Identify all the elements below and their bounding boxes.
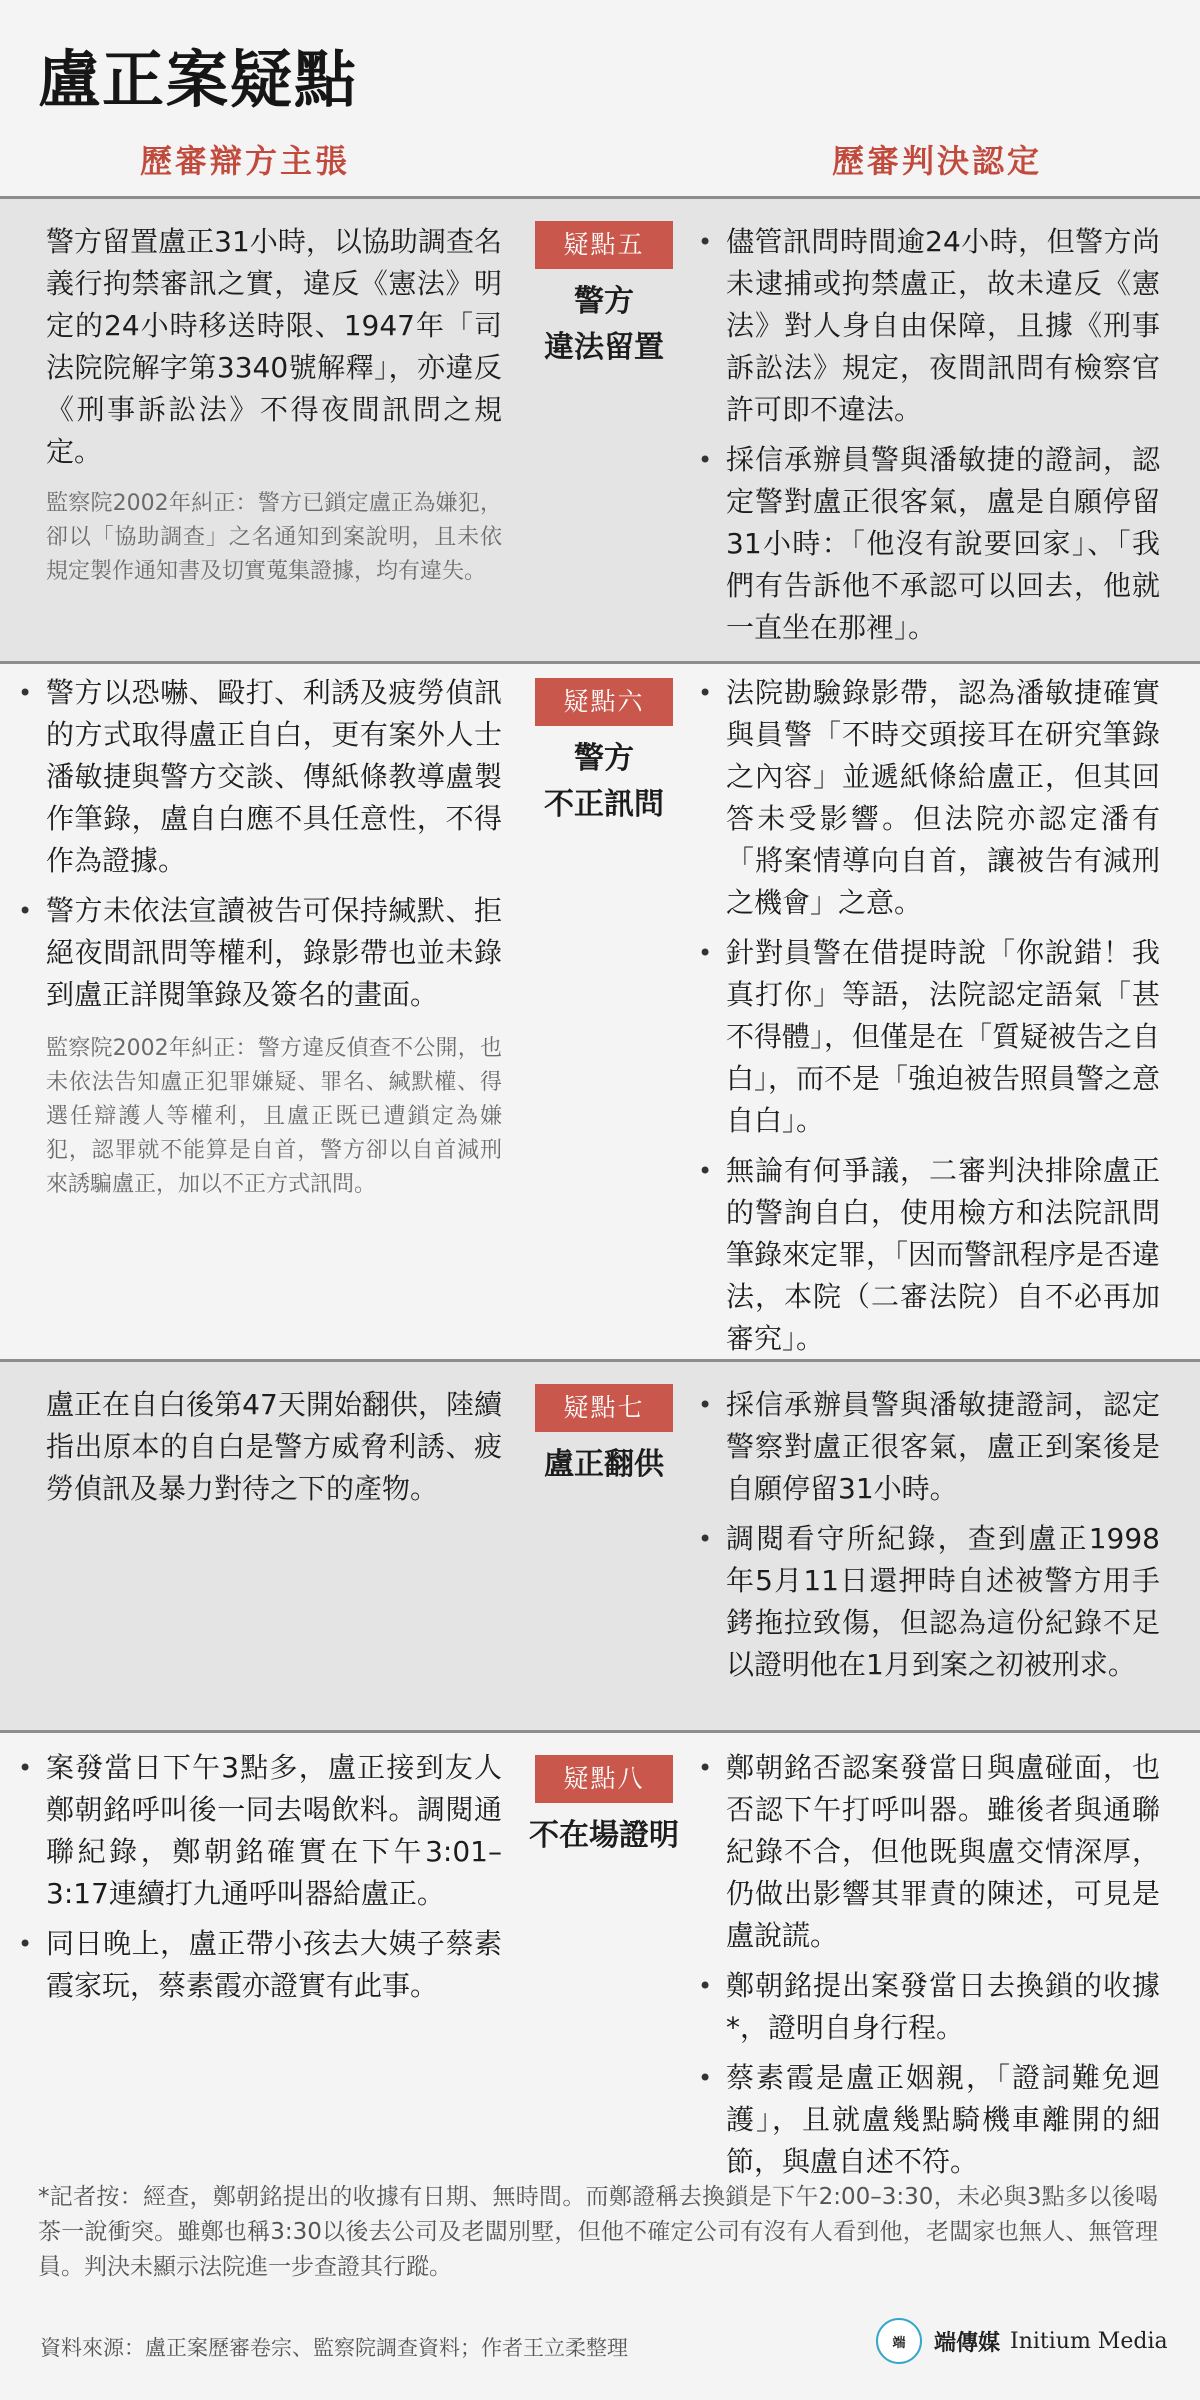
doubt-title bbox=[520, 279, 688, 371]
doubt-title bbox=[520, 736, 688, 828]
doubt-tag: 疑點七 bbox=[535, 1384, 673, 1432]
page-title: 盧正案疑點 bbox=[38, 43, 359, 116]
verdict-column bbox=[726, 672, 1160, 1368]
control-yuan-note: 監察院2002年糾正：警方違反偵查不公開，也未依法告知盧正犯罪嫌疑、罪名、緘默權、得選任辯護人等權利，且盧正既已遭鎖定為嫌犯，認罪就不能算是自首，警方卻以自首減刑來誘騙盧正，加以不正方式訊問。 bbox=[46, 1036, 502, 1197]
source-credit: 資料來源：盧正案歷審卷宗、監察院調查資料；作者王立柔整理 bbox=[40, 2336, 628, 2360]
control-yuan-note: 監察院2002年糾正：警方已鎖定盧正為嫌犯，卻以「協助調查」之名通知到案說明，且未依規定製作通知書及切實蒐集證據，均有違失。 bbox=[46, 491, 502, 584]
verdict-item: • 儘管訊問時間逾24小時，但警方尚未逮捕或拘禁盧正，故未違反《憲法》對人身自由保障，且據《刑事訴訟法》規定，夜間訊問有檢察官許可即不違法。 bbox=[726, 221, 1160, 431]
doubt-title bbox=[520, 1813, 688, 1859]
doubt-tag: 疑點五 bbox=[535, 221, 673, 269]
doubt-label bbox=[520, 678, 688, 828]
defense-column bbox=[46, 221, 502, 589]
verdict-item: • 針對員警在借提時說「你說錯！我真打你」等語，法院認定語氣「甚不得體」，但僅是在「質疑被告之自白」，而不是「強迫被告照員警之意自白」。 bbox=[726, 932, 1160, 1142]
doubt-title-line: 不在場證明 bbox=[529, 1818, 679, 1853]
verdict-item: • 調閱看守所紀錄，查到盧正1998年5月11日還押時自述被警方用手銬拖拉致傷，但認為這份紀錄不足以證明他在1月到案之初被刑求。 bbox=[726, 1518, 1160, 1686]
verdict-item: • 鄭朝銘提出案發當日去換鎖的收據*，證明自身行程。 bbox=[726, 1965, 1160, 2049]
section-doubt-5 bbox=[0, 199, 1200, 661]
initium-logo[interactable] bbox=[876, 2316, 1168, 2366]
doubt-label bbox=[520, 1755, 688, 1859]
doubt-label bbox=[520, 1384, 688, 1488]
defense-column bbox=[46, 672, 502, 1202]
defense-column bbox=[46, 1384, 502, 1510]
doubt-title bbox=[520, 1442, 688, 1488]
doubt-tag: 疑點六 bbox=[535, 678, 673, 726]
verdict-item: • 無論有何爭議，二審判決排除盧正的警詢自白，使用檢方和法院訊問筆錄來定罪，「因而警訊程序是否違法，本院（二審法院）自不必再加審究」。 bbox=[726, 1150, 1160, 1360]
defense-column bbox=[46, 1747, 502, 2015]
verdict-item: • 法院勘驗錄影帶，認為潘敏捷確實與員警「不時交頭接耳在研究筆錄之內容」並遞紙條給盧正，但其回答未受影響。但法院亦認定潘有「將案情導向自首，讓被告有減刑之機會」之意。 bbox=[726, 672, 1160, 924]
header-verdict: 歷審判決認定 bbox=[832, 142, 1043, 180]
verdict-column bbox=[726, 1747, 1160, 2191]
logo-english-name: Initium Media bbox=[1010, 2328, 1168, 2354]
doubt-title-line: 盧正翻供 bbox=[544, 1447, 664, 1482]
verdict-column bbox=[726, 1384, 1160, 1694]
doubt-label bbox=[520, 221, 688, 371]
logo-chinese-name: 端傳媒 bbox=[934, 2329, 1001, 2356]
initium-logo-icon bbox=[876, 2318, 922, 2364]
doubt-title-line: 警方 bbox=[574, 284, 634, 319]
doubt-title-line: 警方 bbox=[574, 741, 634, 776]
reporter-footnote: *記者按：經查，鄭朝銘提出的收據有日期、無時間。而鄭證稱去換鎖是下午2:00–3:30，未必與3點多以後喝茶一說衝突。雖鄭也稱3:30以後去公司及老闆別墅，但他不確定公司有沒有人看到他，老闆家也無人、無管理員。判決未顯示法院進一步查證其行蹤。 bbox=[38, 2184, 1158, 2280]
doubt-title-line: 不正訊問 bbox=[544, 787, 664, 822]
verdict-item: • 採信承辦員警與潘敏捷的證詞，認定警對盧正很客氣，盧是自願停留31小時：「他沒有說要回家」、「我們有告訴他不承認可以回去，他就一直坐在那裡」。 bbox=[726, 439, 1160, 649]
section-doubt-8 bbox=[0, 1733, 1200, 2178]
defense-item: • 案發當日下午3點多，盧正接到友人鄭朝銘呼叫後一同去喝飲料。調閱通聯紀錄，鄭朝銘確實在下午3:01–3:17連續打九通呼叫器給盧正。 bbox=[46, 1747, 502, 1915]
verdict-column bbox=[726, 221, 1160, 657]
doubt-tag: 疑點八 bbox=[535, 1755, 673, 1803]
verdict-item: • 蔡素霞是盧正姻親，「證詞難免迴護」，且就盧幾點騎機車離開的細節，與盧自述不符。 bbox=[726, 2057, 1160, 2183]
defense-item: • 同日晚上，盧正帶小孩去大姨子蔡素霞家玩，蔡素霞亦證實有此事。 bbox=[46, 1923, 502, 2007]
defense-item: • 警方未依法宣讀被告可保持緘默、拒絕夜間訊問等權利，錄影帶也並未錄到盧正詳閱筆錄及簽名的畫面。 bbox=[46, 890, 502, 1016]
verdict-item: • 鄭朝銘否認案發當日與盧碰面，也否認下午打呼叫器。雖後者與通聯紀錄不合，但他既與盧交情深厚，仍做出影響其罪責的陳述，可見是盧說謊。 bbox=[726, 1747, 1160, 1957]
header-defense: 歷審辯方主張 bbox=[140, 142, 351, 180]
doubt-title-line: 違法留置 bbox=[544, 330, 664, 365]
defense-paragraph: 盧正在自白後第47天開始翻供，陸續指出原本的自白是警方威脅利誘、疲勞偵訊及暴力對待之下的產物。 bbox=[46, 1388, 502, 1505]
verdict-item: • 採信承辦員警與潘敏捷證詞，認定警察對盧正很客氣，盧正到案後是自願停留31小時。 bbox=[726, 1384, 1160, 1510]
section-doubt-6 bbox=[0, 664, 1200, 1359]
defense-paragraph: 警方留置盧正31小時，以協助調查名義行拘禁審訊之實，違反《憲法》明定的24小時移送時限、1947年「司法院院解字第3340號解釋」，亦違反《刑事訴訟法》不得夜間訊問之規定。 bbox=[46, 225, 502, 468]
section-doubt-7 bbox=[0, 1362, 1200, 1730]
logo-mark: 端 bbox=[892, 2335, 906, 2351]
defense-item: • 警方以恐嚇、毆打、利誘及疲勞偵訊的方式取得盧正自白，更有案外人士潘敏捷與警方交談、傳紙條教導盧製作筆錄，盧自白應不具任意性，不得作為證據。 bbox=[46, 672, 502, 882]
